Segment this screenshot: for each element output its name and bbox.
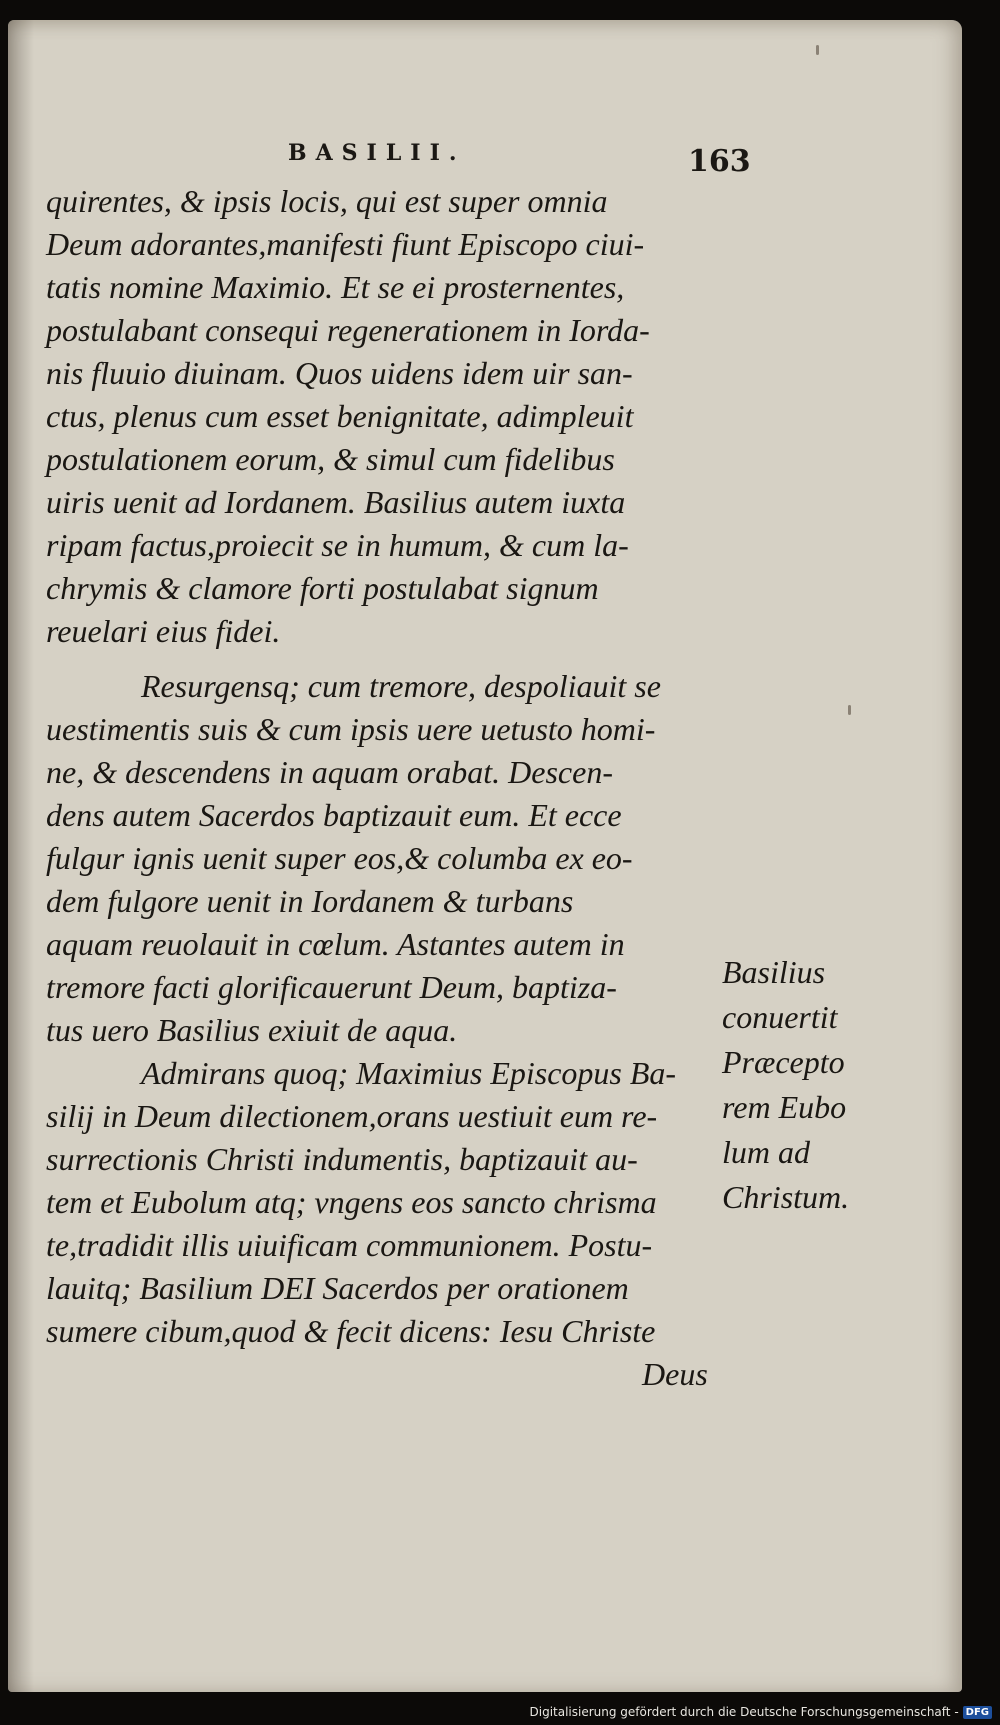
marginal-note-line: rem Eubo xyxy=(722,1089,847,1125)
paper-speck xyxy=(848,705,851,715)
text-line: tremore facti glorificauerunt Deum, baptiza- xyxy=(46,969,617,1005)
text-line: fulgur ignis uenit super eos,& columba ex eo- xyxy=(46,840,633,876)
text-line: surrectionis Christi indumentis, baptizauit au- xyxy=(46,1141,638,1177)
text-line: ripam factus,proiecit se in humum, & cum la- xyxy=(46,527,629,563)
paper-speck xyxy=(816,45,819,55)
text-line: tus uero Basilius exiuit de aqua. xyxy=(46,1012,458,1048)
running-head: BASILII. xyxy=(288,140,466,166)
main-text-block xyxy=(46,180,726,1396)
text-line: reuelari eius fidei. xyxy=(46,613,281,649)
book-page xyxy=(8,20,962,1692)
text-line: tatis nomine Maximio. Et se ei prosternentes, xyxy=(46,269,625,305)
dfg-logo: DFG xyxy=(963,1706,992,1719)
marginal-note-line: lum ad xyxy=(722,1134,810,1170)
text-line: te,tradidit illis uiuificam communionem. Postu- xyxy=(46,1227,653,1263)
paragraph-start-line: Resurgensq; cum tremore, despoliauit se xyxy=(141,668,661,704)
marginal-note-line: conuertit xyxy=(722,999,838,1035)
text-line: dem fulgore uenit in Iordanem & turbans xyxy=(46,883,574,919)
digitization-credit xyxy=(530,1705,993,1719)
text-line: Deum adorantes,manifesti fiunt Episcopo ciui- xyxy=(46,226,645,262)
page-number: 163 xyxy=(688,144,751,179)
marginal-note-line: Præcepto xyxy=(722,1044,845,1080)
marginal-note-line: Basilius xyxy=(722,954,826,990)
text-line: ne, & descendens in aquam orabat. Descen- xyxy=(46,754,613,790)
text-line: dens autem Sacerdos baptizauit eum. Et ecce xyxy=(46,797,622,833)
text-line: chrymis & clamore forti postulabat signum xyxy=(46,570,599,606)
marginal-note xyxy=(722,950,962,1220)
credit-text: Digitalisierung gefördert durch die Deutsche Forschungsgemeinschaft - xyxy=(529,1705,959,1719)
text-line: ctus, plenus cum esset benignitate, adimpleuit xyxy=(46,398,634,434)
text-line: lauitq; Basilium DEI Sacerdos per orationem xyxy=(46,1270,629,1306)
marginal-note-line: Christum. xyxy=(722,1179,850,1215)
text-line: aquam reuolauit in cœlum. Astantes autem in xyxy=(46,926,625,962)
text-line: sumere cibum,quod & fecit dicens: Iesu Christe xyxy=(46,1313,656,1349)
text-line: postulabant consequi regenerationem in Iorda- xyxy=(46,312,650,348)
text-line: quirentes, & ipsis locis, qui est super omnia xyxy=(46,183,608,219)
text-line: tem et Eubolum atq; vngens eos sancto chrisma xyxy=(46,1184,657,1220)
text-line: postulationem eorum, & simul cum fidelibus xyxy=(46,441,615,477)
catchword: Deus xyxy=(642,1356,708,1392)
text-line: nis fluuio diuinam. Quos uidens idem uir san- xyxy=(46,355,633,391)
text-line: uiris uenit ad Iordanem. Basilius autem iuxta xyxy=(46,484,626,520)
text-line: uestimentis suis & cum ipsis uere uetusto homi- xyxy=(46,711,656,747)
paragraph-start-line: Admirans quoq; Maximius Episcopus Ba- xyxy=(141,1055,677,1091)
text-line: silij in Deum dilectionem,orans uestiuit eum re- xyxy=(46,1098,658,1134)
spine-shadow xyxy=(8,20,34,1692)
